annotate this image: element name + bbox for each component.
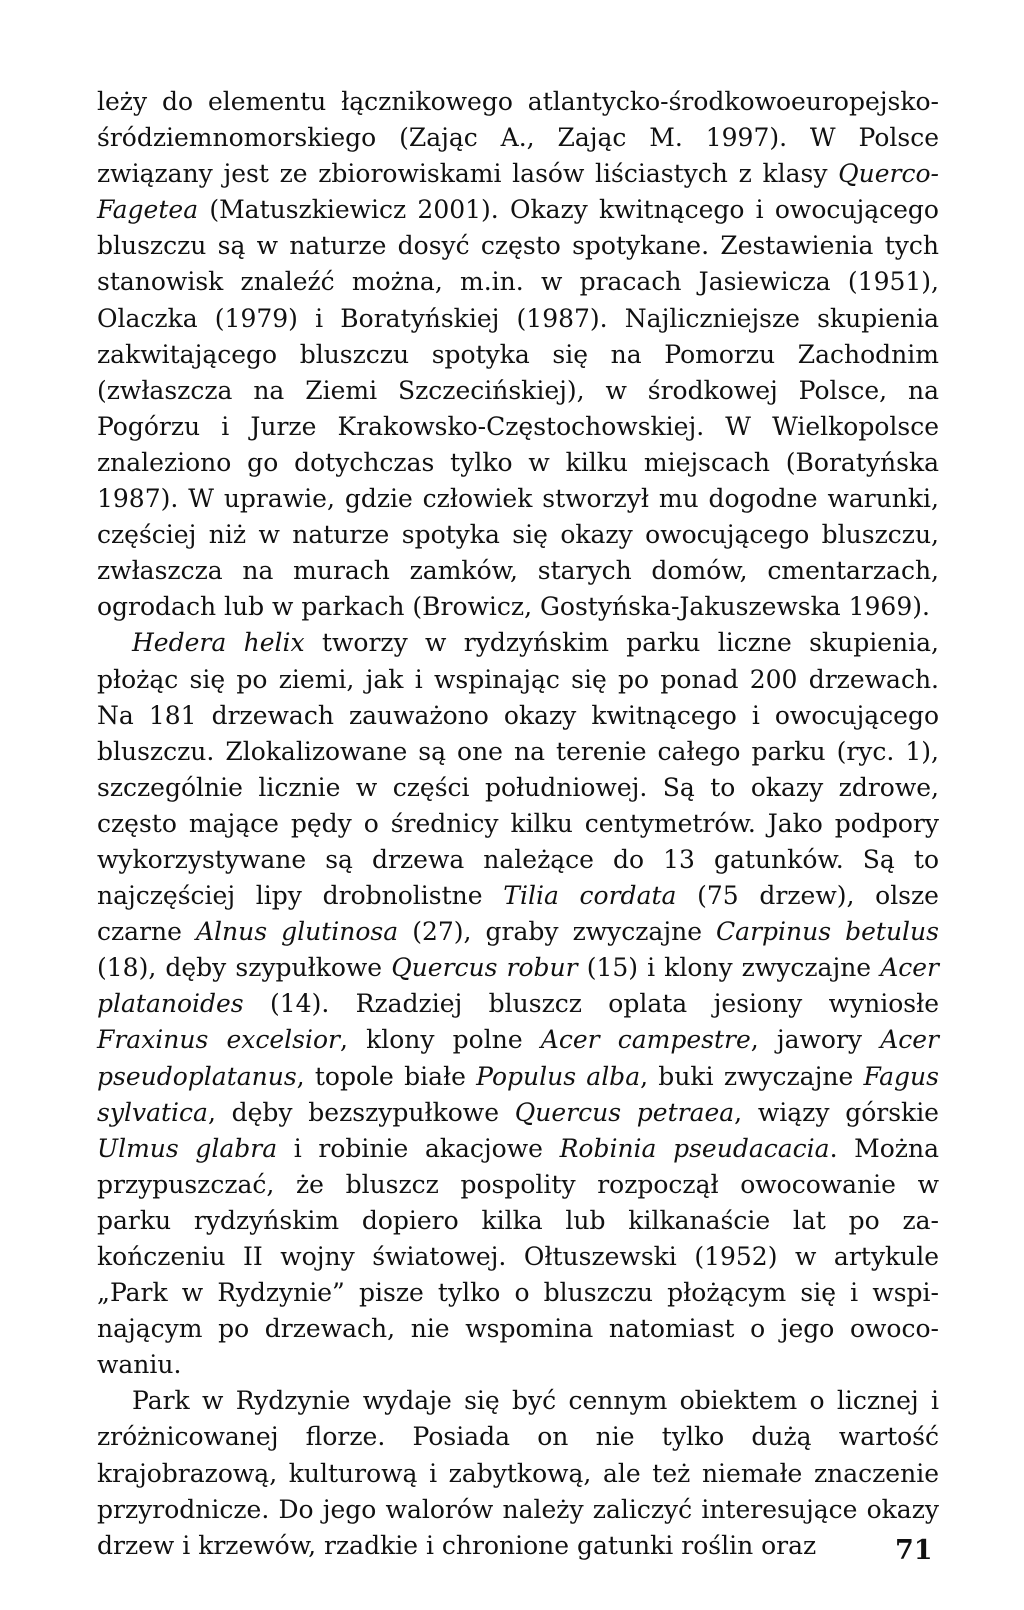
text-run: , topole białe — [296, 1061, 477, 1091]
italic-text: Quercus petraea — [514, 1097, 735, 1127]
italic-text: Fagus sylvatica — [97, 1061, 939, 1127]
text-run: , klony polne — [340, 1025, 541, 1055]
text-run: , wiązy górskie — [734, 1097, 939, 1127]
text-run: (Matuszkiewicz 2001). Okazy kwitnącego i owocującego bluszczu są w naturze dosyć często spotykane. Zestawienia tych stanowisk znaleźć można, m.in. w pracach Jasiewicza (1951), Olaczka (1979) i Boratyńskiej (1987). Najliczniejsze skupienia zakwitającego bluszczu spotyka się na Pomorzu Zachodnim (zwłaszcza na Ziemi Szczecińskiej), w środkowej Polsce, na Pogórzu i Jurze Krakowsko-Częstochowskiej. W Wielkopolsce znaleziono go dotychczas tylko w kilku miejscach (Boratyńska 1987). W uprawie, gdzie człowiek stworzył mu dogodne warunki, częściej niż w naturze spotyka się okazy owocującego bluszczu, zwłaszcza na murach zamków, starych domów, cmentarzach, ogrodach lub w parkach (Browicz, Gostyńska-Jakuszewska 1969). — [97, 195, 939, 622]
page-body — [97, 84, 939, 1564]
text-run: i robinie akacjowe — [277, 1133, 560, 1163]
page-number: 71 — [895, 1535, 933, 1566]
paragraph — [97, 1383, 939, 1563]
italic-text: Querco-Fagetea — [97, 159, 939, 225]
italic-text: Ulmus glabra — [97, 1133, 278, 1163]
text-run: leży do elementu łącznikowego atlantycko-środkowoeuropejsko-śródziemnomorskiego (Zając A., Zając M. 1997). W Polsce związany jest ze zbiorowiskami lasów liściastych z klasy — [97, 87, 939, 189]
italic-text: Acer pseudoplatanus — [97, 1025, 939, 1091]
text-run: (75 drzew), olsze czarne — [97, 881, 939, 947]
text-run: . Można przypuszczać, że bluszcz pospolity rozpoczął owocowanie w parku rydzyńskim dopiero kilka lub kilkanaście lat po zakończeniu II wojny światowej. Ołtuszewski (1952) w artykule „Park w Rydzynie” pisze tylko o bluszczu płożącym się i wspinającym po drzewach, nie wspomina natomiast o jego owocowaniu. — [97, 1133, 939, 1380]
text-run: (27), graby zwyczajne — [398, 917, 717, 947]
text-run: (14). Rzadziej bluszcz oplata jesiony wyniosłe — [243, 989, 939, 1019]
text-run: Park w Rydzynie wydaje się być cennym obiektem o licznej i zróżnicowanej florze. Posiada on nie tylko dużą wartość krajobrazową, kulturową i zabytkową, ale też niemałe znaczenie przyrodnicze. Do jego walorów należy zaliczyć interesujące okazy drzew i krzewów, rzadkie i chronione gatunki roślin oraz — [97, 1386, 939, 1560]
text-run: , buki zwyczajne — [640, 1061, 864, 1091]
paragraph — [97, 625, 939, 1383]
italic-text: Carpinus betulus — [716, 917, 939, 947]
italic-text: Tilia cordata — [503, 881, 677, 911]
paragraph — [97, 84, 939, 625]
text-run: (15) i klony zwyczajne — [577, 953, 881, 983]
italic-text: Acer platanoides — [97, 953, 940, 1019]
italic-text: Fraxinus excelsior — [97, 1025, 340, 1055]
italic-text: Alnus glutinosa — [195, 917, 399, 947]
text-run: , jawory — [750, 1025, 881, 1055]
text-run: , dęby bezszypułkowe — [207, 1097, 515, 1127]
text-run: tworzy w rydzyńskim parku liczne skupienia, płożąc się po ziemi, jak i wspinając się po ponad 200 drzewach. Na 181 drzewach zauważono okazy kwitnącego i owocującego bluszczu. Zlokalizowane są one na terenie całego parku (ryc. 1), szczególnie licznie w części południowej. Są to okazy zdrowe, często mające pędy o średnicy kilku centymetrów. Jako podpory wykorzystywane są drzewa należące do 13 gatunków. Są to najczęściej lipy drobnolistne — [97, 628, 939, 911]
italic-text: Acer campestre — [540, 1025, 751, 1055]
italic-text: Robinia pseudacacia — [559, 1133, 830, 1163]
italic-text: Hedera helix — [132, 628, 305, 658]
italic-text: Populus alba — [476, 1061, 641, 1091]
italic-text: Quercus robur — [391, 953, 578, 983]
text-run: (18), dęby szypułkowe — [97, 953, 392, 983]
